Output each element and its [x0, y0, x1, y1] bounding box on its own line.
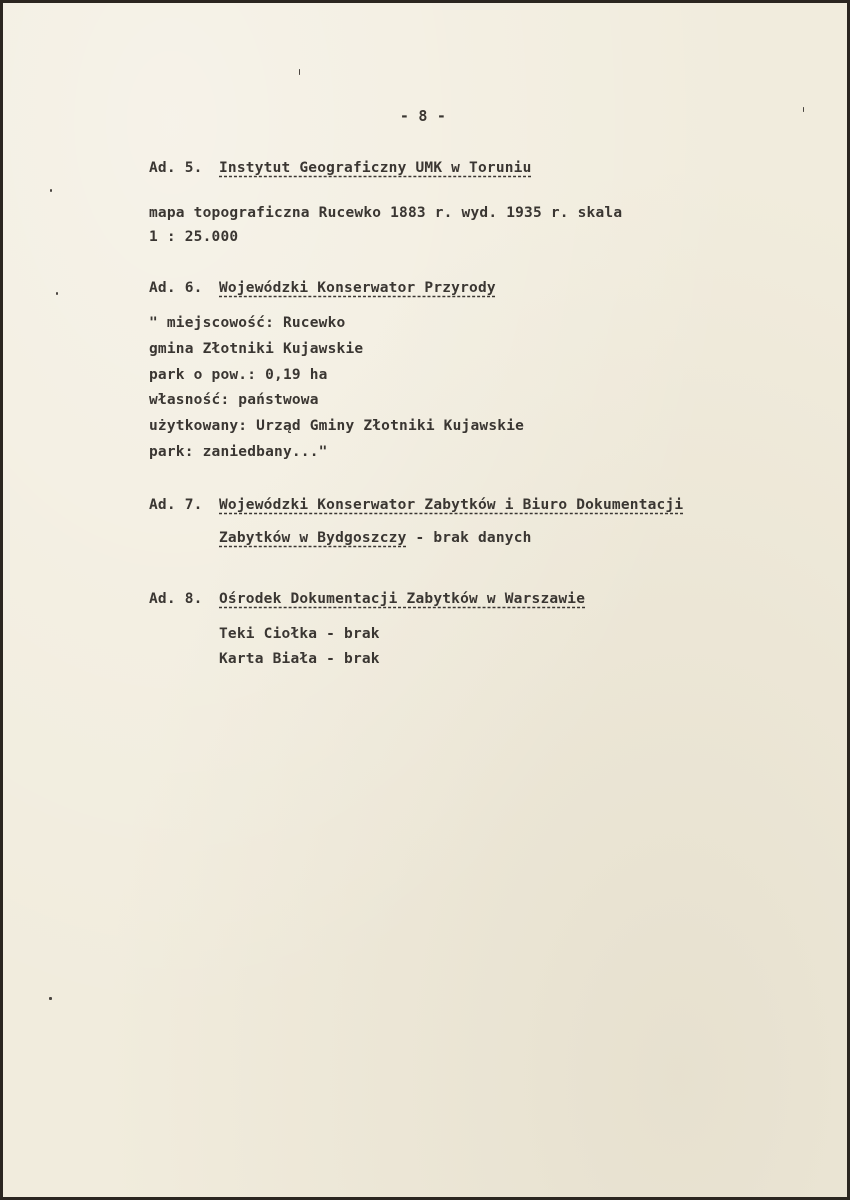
item-5-line-1: mapa topograficzna Rucewko 1883 r. wyd. 1935 r. skala	[149, 205, 623, 221]
item-6-line-4: własność: państwowa	[149, 392, 319, 408]
paper-speck	[49, 997, 52, 1000]
paper-speck	[56, 292, 58, 295]
item-6-line-6: park: zaniedbany..."	[149, 444, 328, 460]
paper-speck	[50, 189, 52, 192]
page-number: - 8 -	[399, 107, 447, 125]
paper-speck	[299, 69, 300, 75]
item-5-line-2: 1 : 25.000	[149, 229, 239, 245]
item-6-line-3: park o pow.: 0,19 ha	[149, 367, 328, 383]
item-6-label: Ad. 6.	[149, 280, 203, 296]
item-8-line-1: Teki Ciołka - brak	[219, 626, 380, 642]
item-7-heading: Wojewódzki Konserwator Zabytków i Biuro Dokumentacji	[219, 497, 684, 513]
item-7-status: - brak danych	[406, 530, 532, 546]
item-7-heading-cont-line	[219, 530, 532, 546]
item-6-heading: Wojewódzki Konserwator Przyrody	[219, 280, 496, 296]
item-8-label: Ad. 8.	[149, 591, 203, 607]
item-6-line-1: " miejscowość: Rucewko	[149, 315, 346, 331]
item-8-heading: Ośrodek Dokumentacji Zabytków w Warszawie	[219, 591, 586, 607]
paper-speck	[803, 107, 804, 112]
item-7-heading-cont: Zabytków w Bydgoszczy	[219, 530, 407, 546]
item-5-heading: Instytut Geograficzny UMK w Toruniu	[219, 160, 532, 176]
item-8-line-2: Karta Biała - brak	[219, 651, 380, 667]
item-6-line-2: gmina Złotniki Kujawskie	[149, 341, 364, 357]
item-7-label: Ad. 7.	[149, 497, 203, 513]
item-5-label: Ad. 5.	[149, 160, 203, 176]
item-6-line-5: użytkowany: Urząd Gminy Złotniki Kujawskie	[149, 418, 525, 434]
